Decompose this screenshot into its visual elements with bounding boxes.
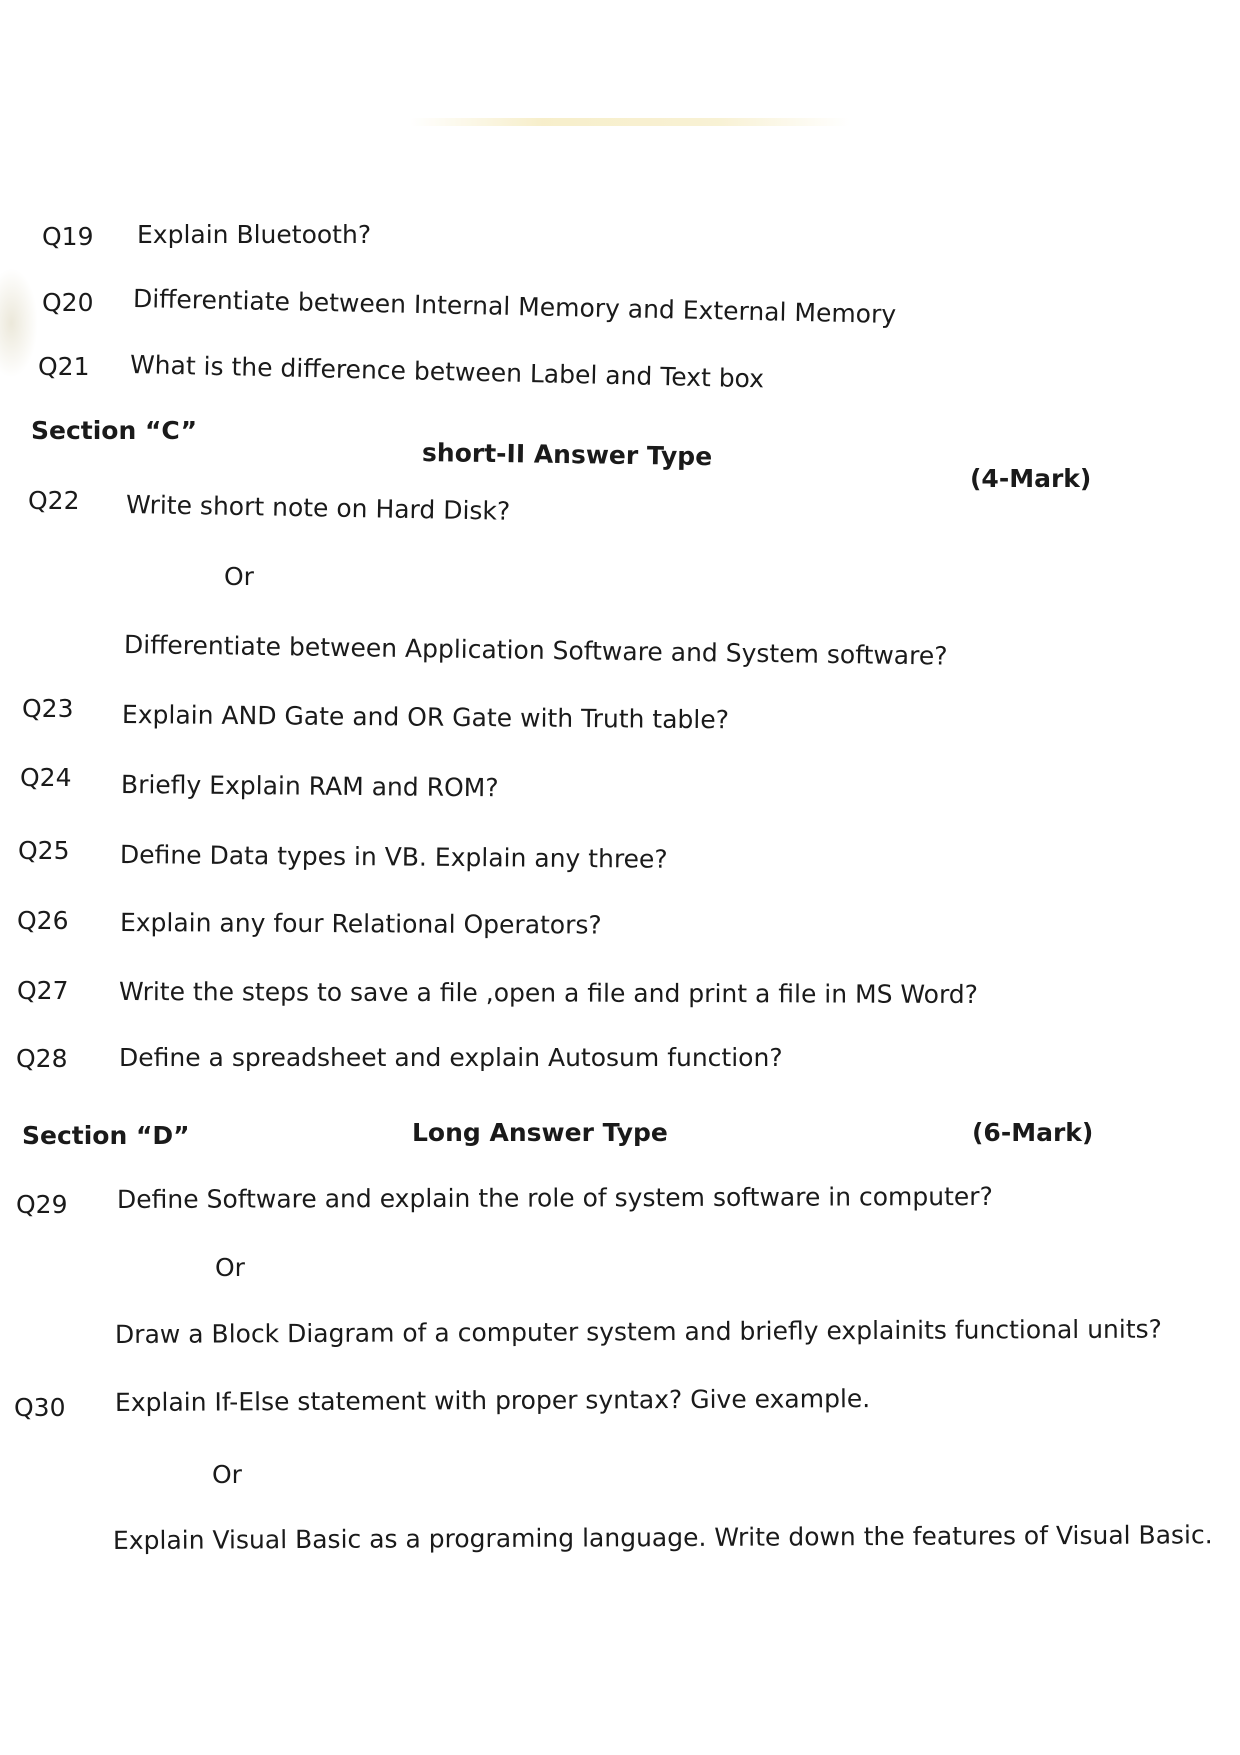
question-number: Q27 <box>17 976 69 1005</box>
section-c-type: short-II Answer Type <box>421 438 713 472</box>
question-number: Q23 <box>22 694 74 723</box>
question-text: Define Data types in VB. Explain any three? <box>119 840 668 874</box>
question-number: Q19 <box>42 222 94 251</box>
alternate-question-text: Explain Visual Basic as a programing language. Write down the features of Visual Basic. <box>112 1520 1213 1555</box>
alternate-question-text: Differentiate between Application Software and System software? <box>123 630 948 671</box>
or-label: Or <box>212 1460 242 1489</box>
question-number: Q24 <box>20 763 72 792</box>
section-d-title: Section “D” <box>22 1121 190 1150</box>
section-d-type: Long Answer Type <box>412 1118 668 1147</box>
question-number: Q22 <box>28 486 80 515</box>
question-text: Briefly Explain RAM and ROM? <box>120 770 499 803</box>
section-c-title: Section “C” <box>31 416 198 445</box>
question-text: Explain any four Relational Operators? <box>119 908 602 940</box>
section-d-marks: (6-Mark) <box>972 1118 1094 1147</box>
question-text: Explain AND Gate and OR Gate with Truth table? <box>121 700 730 735</box>
question-text: What is the difference between Label and Text box <box>129 350 765 394</box>
question-text: Explain Bluetooth? <box>137 220 372 249</box>
question-number: Q26 <box>17 906 69 935</box>
question-number: Q21 <box>38 352 90 381</box>
or-label: Or <box>215 1253 245 1282</box>
question-number: Q28 <box>16 1044 68 1073</box>
question-number: Q25 <box>18 836 70 865</box>
section-c-marks: (4-Mark) <box>970 464 1092 493</box>
question-text: Write the steps to save a file ,open a file and print a file in MS Word? <box>118 977 979 1009</box>
paper-smudge <box>0 268 38 378</box>
question-text: Explain If-Else statement with proper syntax? Give example. <box>114 1384 871 1417</box>
question-text: Write short note on Hard Disk? <box>125 490 511 526</box>
question-text: Differentiate between Internal Memory and External Memory <box>132 284 897 329</box>
question-number: Q29 <box>16 1190 68 1219</box>
or-label: Or <box>224 562 254 591</box>
question-number: Q30 <box>14 1393 66 1422</box>
alternate-question-text: Draw a Block Diagram of a computer system and briefly explainits functional units? <box>114 1314 1162 1349</box>
question-text: Define Software and explain the role of system software in computer? <box>116 1181 993 1214</box>
paper-stain <box>410 118 850 126</box>
question-number: Q20 <box>42 288 94 317</box>
question-text: Define a spreadsheet and explain Autosum function? <box>119 1043 783 1072</box>
